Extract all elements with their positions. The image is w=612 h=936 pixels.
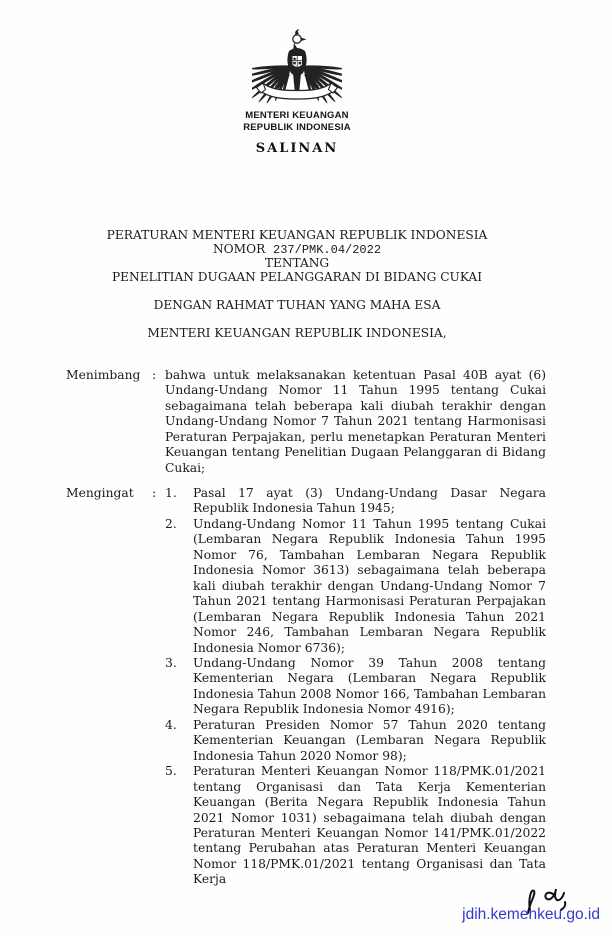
list-text: Peraturan Menteri Keuangan Nomor 118/PMK.01/2021 tentang Organisasi dan Tata Kerja Kementerian Keuangan (Berita Negara Republik Indonesia Tahun 2021 Nomor 1031) sebagaimana telah diubah dengan Peraturan Menteri Keuangan Nomor 141/PMK.01/2022 tentang Perubahan atas Peraturan Menteri Keuangan Nomor 118/PMK.01/2021 tentang Organisasi dan Tata Kerja	[193, 764, 546, 887]
mengingat-item-1	[165, 486, 546, 517]
regulation-title-line1: PERATURAN MENTERI KEUANGAN REPUBLIK INDONESIA	[106, 228, 488, 242]
menimbang-text: bahwa untuk melaksanakan ketentuan Pasal 40B ayat (6) Undang-Undang Nomor 11 Tahun 1995 tentang Cukai sebagaimana telah beberapa kali diubah terakhir dengan Undang-Undang Nomor 7 Tahun 2021 tentang Harmonisasi Peraturan Perpajakan, perlu menetapkan Peraturan Menteri Keuangan tentang Penelitian Dugaan Pelanggaran di Bidang Cukai;	[165, 368, 546, 475]
regulation-title	[0, 229, 594, 284]
invocation-line: DENGAN RAHMAT TUHAN YANG MAHA ESA	[153, 298, 441, 312]
jdih-watermark: jdih.kemenkeu.go.id	[462, 906, 600, 923]
mengingat-section	[66, 486, 546, 888]
list-number: 1.	[165, 486, 177, 500]
regulation-number-line	[0, 243, 594, 258]
mengingat-item-4	[165, 718, 546, 764]
mengingat-label: Mengingat	[66, 486, 134, 500]
regulation-subject: PENELITIAN DUGAAN PELANGGARAN DI BIDANG CUKAI	[111, 269, 483, 284]
garuda-pancasila-emblem-icon	[252, 26, 342, 106]
list-text: Peraturan Presiden Nomor 57 Tahun 2020 tentang Kementerian Keuangan (Lembaran Negara Republik Indonesia Tahun 2020 Nomor 98);	[193, 717, 546, 763]
list-text: Pasal 17 ayat (3) Undang-Undang Dasar Negara Republik Indonesia Tahun 1945;	[193, 486, 546, 516]
mengingat-item-2	[165, 517, 546, 656]
country-name: REPUBLIK INDONESIA	[243, 122, 351, 133]
list-number: 3.	[165, 655, 177, 670]
menimbang-section	[66, 368, 546, 476]
nomor-label: NOMOR	[212, 241, 266, 256]
copy-stamp-label: SALINAN	[255, 141, 339, 156]
list-number: 4.	[165, 717, 177, 732]
mengingat-item-3	[165, 656, 546, 718]
list-text: Undang-Undang Nomor 39 Tahun 2008 tentang Kementerian Negara (Lembaran Negara Republik Indonesia Tahun 2008 Nomor 166, Tambahan Lembaran Negara Republik Indonesia Nomor 4916);	[193, 655, 546, 717]
nomor-value: 237/PMK.04/2022	[273, 242, 382, 257]
letterhead	[0, 26, 594, 156]
menimbang-label: Menimbang	[66, 368, 141, 382]
mengingat-item-5	[165, 764, 546, 888]
list-text: Undang-Undang Nomor 11 Tahun 1995 tentang Cukai (Lembaran Negara Republik Indonesia Tahun 1995 Nomor 76, Tambahan Lembaran Negara Republik Indonesia Nomor 3613) sebagaimana telah beberapa kali diubah terakhir dengan Undang-Undang Nomor 7 Tahun 2021 tentang Harmonisasi Peraturan Perpajakan (Lembaran Negara Republik Indonesia Tahun 2021 Nomor 246, Tambahan Lembaran Negara Republik Indonesia Nomor 6736);	[193, 516, 546, 655]
list-number: 2.	[165, 516, 177, 531]
ministry-name: MENTERI KEUANGAN	[245, 110, 349, 121]
list-number: 5.	[165, 764, 177, 779]
tentang-label: TENTANG	[264, 256, 330, 271]
mengingat-colon: :	[152, 486, 157, 500]
authority-line: MENTERI KEUANGAN REPUBLIK INDONESIA,	[147, 326, 447, 340]
menimbang-colon: :	[152, 368, 157, 382]
